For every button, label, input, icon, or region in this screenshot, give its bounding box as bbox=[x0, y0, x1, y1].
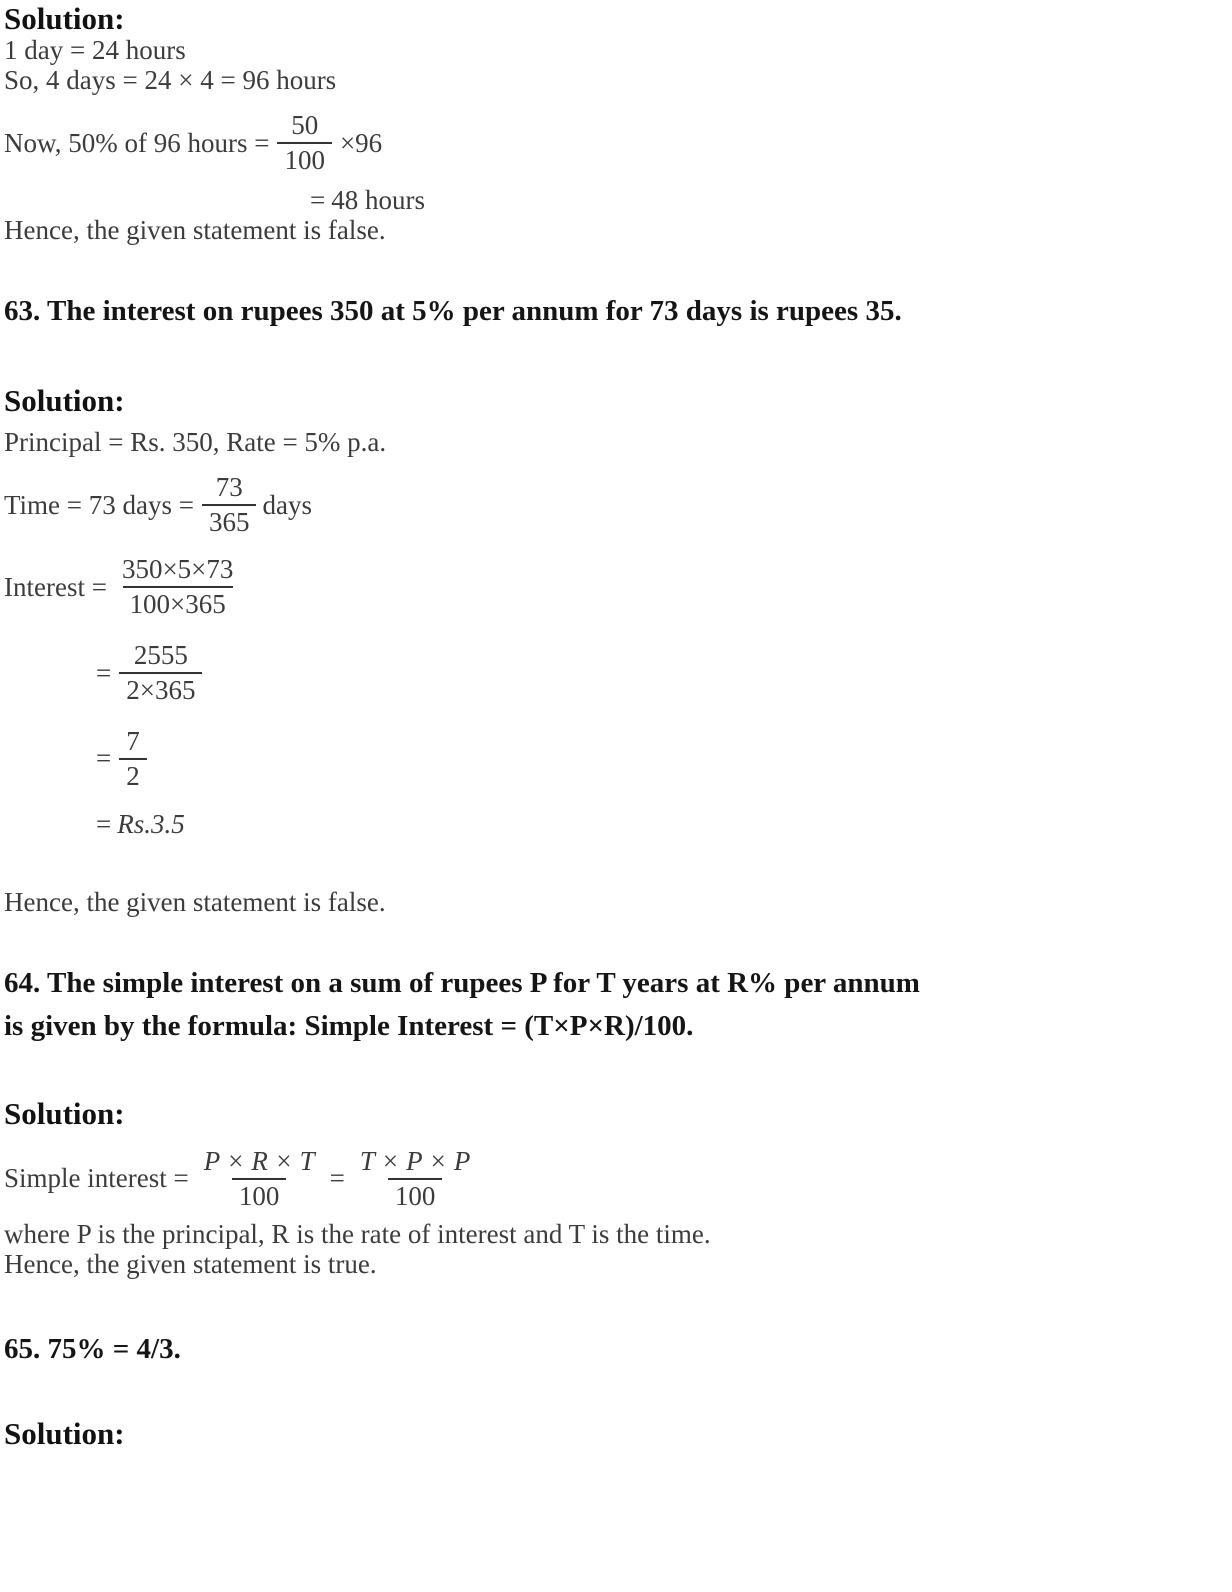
fraction-numerator: 50 bbox=[291, 110, 319, 141]
equation-step-line bbox=[96, 725, 1222, 793]
fraction bbox=[202, 471, 257, 539]
fraction-denominator: 100×365 bbox=[123, 586, 233, 621]
equals-sign: = bbox=[96, 808, 112, 839]
fraction-numerator: P × R × T bbox=[203, 1145, 315, 1176]
fraction bbox=[115, 553, 240, 621]
fraction bbox=[119, 639, 202, 707]
equation-result-line bbox=[310, 185, 1222, 216]
solution-heading: Solution: bbox=[4, 1416, 125, 1452]
fraction bbox=[277, 109, 332, 177]
fraction-denominator: 100 bbox=[388, 1178, 443, 1213]
fraction bbox=[353, 1145, 477, 1213]
equation-result-line bbox=[96, 809, 1222, 840]
equation-line bbox=[4, 553, 1222, 621]
equation-suffix: days bbox=[262, 489, 312, 520]
fraction-denominator: 100 bbox=[277, 142, 332, 177]
solution-line: Principal = Rs. 350, Rate = 5% p.a. bbox=[4, 426, 387, 457]
equation-prefix: Interest = bbox=[4, 571, 107, 602]
equals-sign: = bbox=[96, 743, 112, 774]
equals-sign: = bbox=[96, 657, 112, 688]
fraction bbox=[119, 725, 147, 793]
equation-prefix: Time = 73 days = bbox=[4, 489, 194, 520]
solution-heading: Solution: bbox=[4, 382, 125, 418]
equals-sign: = bbox=[329, 1163, 345, 1194]
solution-heading: Solution: bbox=[4, 1, 125, 36]
equation-prefix: Now, 50% of 96 hours = bbox=[4, 127, 270, 158]
solution-line: where P is the principal, R is the rate of interest and T is the time. bbox=[4, 1219, 711, 1250]
solution-line: 1 day = 24 hours bbox=[4, 35, 186, 66]
equation-line bbox=[4, 109, 1222, 177]
problem-heading: 63. The interest on rupees 350 at 5% per annum for 73 days is rupees 35. bbox=[4, 295, 902, 328]
problem-heading-line1: 64. The simple interest on a sum of rupees P for T years at R% per annum bbox=[4, 966, 920, 999]
equals-sign: = bbox=[310, 185, 326, 216]
conclusion-line: Hence, the given statement is false. bbox=[4, 215, 386, 246]
result-text: 48 hours bbox=[331, 185, 425, 216]
fraction-numerator: T × P × P bbox=[359, 1145, 471, 1176]
fraction-denominator: 2×365 bbox=[119, 672, 202, 707]
equation-line bbox=[4, 1145, 1222, 1213]
fraction-numerator: 350×5×73 bbox=[121, 554, 234, 585]
problem-heading bbox=[4, 962, 1222, 1049]
equation-suffix: ×96 bbox=[339, 127, 383, 158]
equation-line bbox=[4, 471, 1222, 539]
fraction-denominator: 2 bbox=[119, 758, 147, 793]
fraction-numerator: 2555 bbox=[133, 640, 188, 671]
fraction-denominator: 100 bbox=[232, 1178, 287, 1213]
equation-prefix: Simple interest = bbox=[4, 1163, 189, 1194]
solution-line: So, 4 days = 24 × 4 = 96 hours bbox=[4, 64, 337, 95]
solution-heading: Solution: bbox=[4, 1095, 125, 1131]
fraction-denominator: 365 bbox=[202, 504, 257, 539]
fraction-numerator: 7 bbox=[126, 725, 140, 756]
conclusion-line: Hence, the given statement is false. bbox=[4, 886, 386, 917]
fraction-numerator: 73 bbox=[215, 472, 243, 503]
result-text: Rs.3.5 bbox=[117, 808, 185, 839]
conclusion-line: Hence, the given statement is true. bbox=[4, 1249, 377, 1280]
problem-heading-line2: is given by the formula: Simple Interest = (T×P×R)/100. bbox=[4, 1010, 694, 1042]
equation-step-line bbox=[96, 639, 1222, 707]
fraction bbox=[197, 1145, 322, 1213]
problem-heading: 65. 75% = 4/3. bbox=[4, 1332, 181, 1365]
